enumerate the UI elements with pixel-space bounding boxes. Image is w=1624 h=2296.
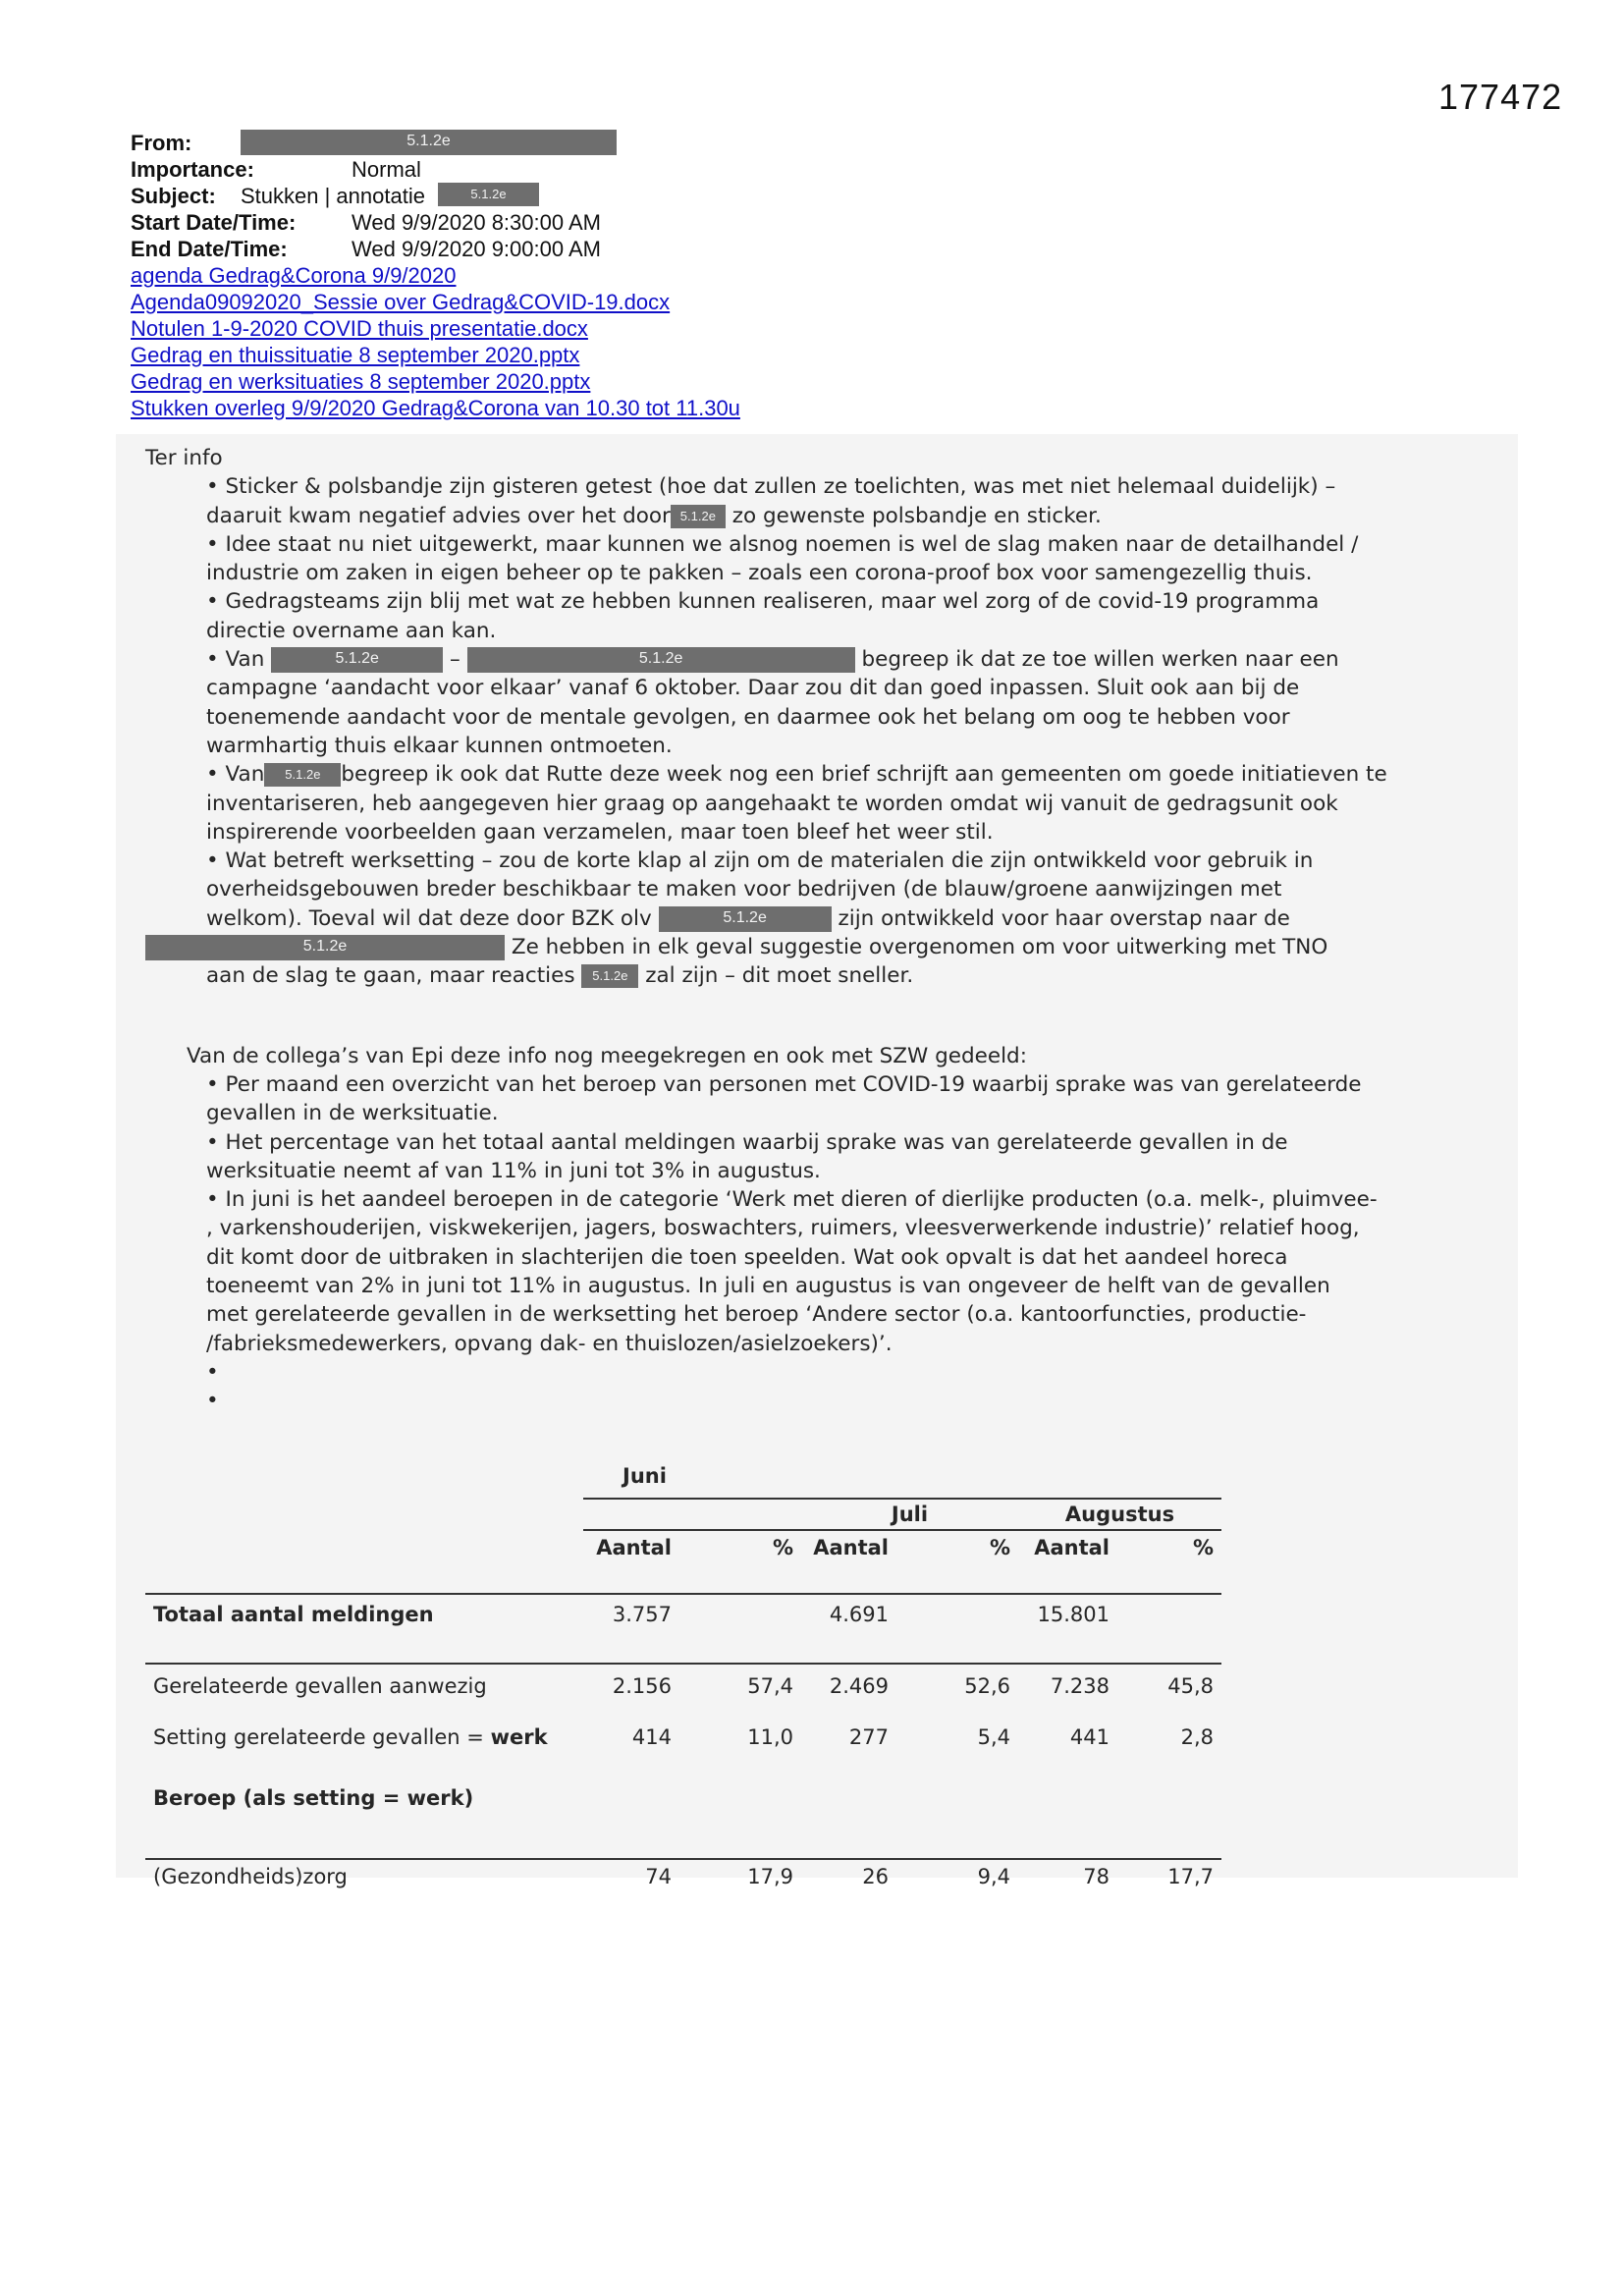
bullet-text: /fabrieksmedewerkers, opvang dak- en thuislozen/asielzoekers)’. — [206, 1331, 893, 1356]
table-cell: 17,7 — [1117, 1859, 1221, 1892]
subject-redaction: 5.1.2e — [438, 183, 539, 206]
table-cell: 74 — [583, 1859, 679, 1892]
empty-bullet: • — [206, 1359, 219, 1385]
table-cell: 2.469 — [801, 1664, 896, 1707]
table-cell: 5,4 — [977, 1725, 1010, 1749]
table-cell: 414 — [631, 1725, 672, 1749]
redaction: 5.1.2e — [145, 935, 505, 960]
column-header-row — [145, 1530, 1221, 1563]
text-segment: • Van — [206, 647, 265, 673]
text-segment: aan de slag te gaan, maar reacties — [206, 963, 575, 989]
table-cell — [1117, 1594, 1221, 1633]
column-header: Aantal — [583, 1530, 679, 1563]
redaction: 5.1.2e — [271, 647, 443, 673]
table-cell: 52,6 — [896, 1664, 1018, 1707]
bullet-text: met gerelateerde gevallen in de werksetting het beroep ‘Andere sector (o.a. kantoorfuncties, productie- — [206, 1302, 1307, 1328]
epi-bullet-list — [145, 1070, 1500, 1416]
month-header-row — [145, 1453, 1221, 1499]
bullet-text: • Gedragsteams zijn blij met wat ze hebben kunnen realiseren, maar wel zorg of de covid-19 programma — [206, 589, 1320, 615]
text-segment: begreep ik dat ze toe willen werken naar een — [861, 647, 1339, 673]
table-cell: 3.757 — [583, 1594, 679, 1633]
row-label: Gerelateerde gevallen aanwezig — [145, 1664, 583, 1707]
table-cell — [679, 1594, 801, 1633]
text-segment: Setting gerelateerde gevallen = — [153, 1725, 491, 1749]
bullet-text — [206, 760, 1500, 789]
epi-intro: Van de collega’s van Epi deze info nog meegekregen en ook met SZW gedeeld: — [187, 1043, 1027, 1068]
text-segment: zo gewenste polsbandje en sticker. — [731, 503, 1102, 528]
month-label: Juli — [801, 1499, 1018, 1530]
text-segment: welkom). Toeval wil dat deze door BZK olv — [206, 905, 652, 931]
column-header: % — [679, 1530, 801, 1563]
attachment-link[interactable]: Gedrag en thuissituatie 8 september 2020.pptx — [131, 343, 580, 367]
bullet-text: campagne ‘aandacht voor elkaar’ vanaf 6 oktober. Daar zou dit dan goed inpassen. Sluit ook aan bij de — [206, 676, 1300, 701]
from-row — [131, 130, 740, 156]
intro-text: Ter info — [145, 446, 223, 470]
bullet-text — [145, 933, 1500, 961]
row-label: Beroep (als setting = werk) — [153, 1786, 474, 1810]
bullet-text: • Het percentage van het totaal aantal meldingen waarbij sprake was van gerelateerde gevallen in de — [206, 1129, 1288, 1155]
bullet-text: warmhartig thuis elkaar kunnen ontmoeten. — [206, 733, 673, 758]
table-cell: 11,0 — [747, 1725, 793, 1749]
bullet-text: gevallen in de werksituatie. — [206, 1101, 499, 1126]
section-header-row — [145, 1768, 1221, 1829]
table-cell: 78 — [1018, 1859, 1117, 1892]
bullet-text: werksituatie neemt af van 11% in juni tot 3% in augustus. — [206, 1158, 821, 1183]
table-cell: 26 — [801, 1859, 896, 1892]
table-cell: 441 — [1069, 1725, 1110, 1749]
table-cell: 45,8 — [1117, 1664, 1221, 1707]
importance-label: Importance: — [131, 157, 254, 182]
table-row — [145, 1859, 1221, 1892]
end-label: End Date/Time: — [131, 237, 288, 261]
text-segment: zal zijn – dit moet sneller. — [645, 963, 914, 989]
table-cell: 2,8 — [1180, 1725, 1214, 1749]
start-row — [131, 209, 740, 236]
attachment-list — [131, 262, 740, 421]
redaction: 5.1.2e — [671, 505, 726, 528]
month-label: Augustus — [1018, 1499, 1221, 1530]
row-label — [145, 1707, 583, 1768]
attachment-link[interactable]: Notulen 1-9-2020 COVID thuis presentatie.docx — [131, 316, 588, 341]
statistics-table — [145, 1453, 1221, 1892]
table-row — [145, 1707, 1221, 1768]
bullet-text: • Wat betreft werksetting – zou de korte klap al zijn om de materialen die zijn ontwikkeld voor gebruik in — [206, 848, 1314, 874]
bullet-text: toeneemt van 2% in juni tot 11% in augustus. In juli en augustus is van ongeveer de helft van de gevallen — [206, 1274, 1330, 1299]
text-segment: • Van — [206, 762, 265, 788]
subject-label: Subject: — [131, 184, 216, 208]
start-value: Wed 9/9/2020 8:30:00 AM — [352, 210, 601, 235]
row-label: Totaal aantal meldingen — [145, 1594, 583, 1633]
month-label: Juni — [623, 1463, 667, 1488]
redaction: 5.1.2e — [581, 964, 638, 988]
subject-row — [131, 183, 740, 209]
bullet-text: dit komt door de uitbraken in slachterijen die toen speelden. Wat ook opvalt is dat het aandeel horeca — [206, 1244, 1288, 1270]
bullet-text: inventariseren, heb aangegeven hier graag op aangehaakt te worden omdat wij vanuit de gedragsunit ook — [206, 791, 1338, 816]
text-segment: begreep ik ook dat Rutte deze week nog een brief schrijft aan gemeenten om goede initiatieven te — [341, 762, 1387, 788]
bullet-text: industrie om zaken in eigen beheer op te pakken – zoals een corona-proof box voor samengezellig thuis. — [206, 561, 1313, 586]
attachment-link[interactable]: Gedrag en werksituaties 8 september 2020.pptx — [131, 369, 591, 394]
table-cell: 7.238 — [1018, 1664, 1117, 1707]
bullet-list — [145, 472, 1500, 990]
text-segment: daaruit kwam negatief advies over het door — [206, 503, 671, 528]
column-header: Aantal — [1018, 1530, 1117, 1563]
attachment-link[interactable]: agenda Gedrag&Corona 9/9/2020 — [131, 263, 457, 288]
importance-value: Normal — [352, 157, 421, 182]
text-segment: Ze hebben in elk geval suggestie overgenomen om voor uitwerking met TNO — [511, 935, 1328, 960]
bullet-text — [206, 904, 1500, 933]
table-cell: 17,9 — [679, 1859, 801, 1892]
column-header: % — [896, 1530, 1018, 1563]
end-value: Wed 9/9/2020 9:00:00 AM — [352, 237, 601, 261]
text-segment: zijn ontwikkeld voor haar overstap naar de — [838, 905, 1290, 931]
table-cell: 57,4 — [679, 1664, 801, 1707]
bullet-text: overheidsgebouwen breder beschikbaar te maken voor bedrijven (de blauw/groene aanwijzingen met — [206, 877, 1282, 902]
bullet-text: , varkenshouderijen, viskwekerijen, jagers, boswachters, ruimers, vleesverwerkende industrie)’ relatief hoog, — [206, 1216, 1360, 1241]
message-body — [145, 444, 1500, 1416]
bullet-text — [206, 502, 1500, 530]
importance-row — [131, 156, 740, 183]
text-segment: – — [450, 647, 460, 673]
table-row — [145, 1664, 1221, 1707]
bullet-text: toenemende aandacht voor de mentale gevolgen, en daarmee ook het belang om oog te hebben voor — [206, 704, 1290, 730]
bullet-text — [206, 645, 1500, 674]
bullet-text: directie overname aan kan. — [206, 618, 497, 643]
table-cell: 2.156 — [583, 1664, 679, 1707]
attachment-link[interactable]: Stukken overleg 9/9/2020 Gedrag&Corona van 10.30 tot 11.30u — [131, 396, 740, 420]
email-header — [131, 130, 740, 421]
subject-value: Stukken | annotatie — [241, 184, 425, 208]
table-cell: 4.691 — [801, 1594, 896, 1633]
redaction: 5.1.2e — [467, 647, 855, 673]
from-label: From: — [131, 131, 192, 155]
table-cell: 15.801 — [1018, 1594, 1117, 1633]
redaction: 5.1.2e — [659, 906, 832, 932]
table-cell — [896, 1594, 1018, 1633]
column-header: % — [1117, 1530, 1221, 1563]
table-row — [145, 1594, 1221, 1633]
table-cell: 277 — [848, 1725, 889, 1749]
table-cell: 9,4 — [896, 1859, 1018, 1892]
bullet-text — [206, 961, 1500, 990]
bullet-text: • In juni is het aandeel beroepen in de categorie ‘Werk met dieren of dierlijke producten (o.a. melk-, pluimvee- — [206, 1187, 1378, 1213]
start-label: Start Date/Time: — [131, 210, 297, 235]
bullet-text: • Idee staat nu niet uitgewerkt, maar kunnen we alsnog noemen is wel de slag maken naar de detailhandel / — [206, 531, 1359, 557]
document-number: 177472 — [1438, 77, 1563, 117]
redaction: 5.1.2e — [264, 763, 341, 787]
bullet-text: inspirerende voorbeelden gaan verzamelen, maar toen bleef het weer stil. — [206, 819, 994, 845]
empty-bullet: • — [206, 1389, 219, 1414]
end-row — [131, 236, 740, 262]
from-redaction: 5.1.2e — [241, 130, 617, 155]
row-label: (Gezondheids)zorg — [145, 1859, 583, 1892]
attachment-link[interactable]: Agenda09092020_Sessie over Gedrag&COVID-19.docx — [131, 290, 671, 314]
text-segment: werk — [490, 1725, 548, 1749]
bullet-text: • Per maand een overzicht van het beroep van personen met COVID-19 waarbij sprake was van gerelateerde — [206, 1071, 1362, 1097]
bullet-text: • Sticker & polsbandje zijn gisteren getest (hoe dat zullen ze toelichten, was met niet helemaal duidelijk) – — [206, 474, 1336, 500]
month-header-row — [145, 1499, 1221, 1530]
column-header: Aantal — [801, 1530, 896, 1563]
